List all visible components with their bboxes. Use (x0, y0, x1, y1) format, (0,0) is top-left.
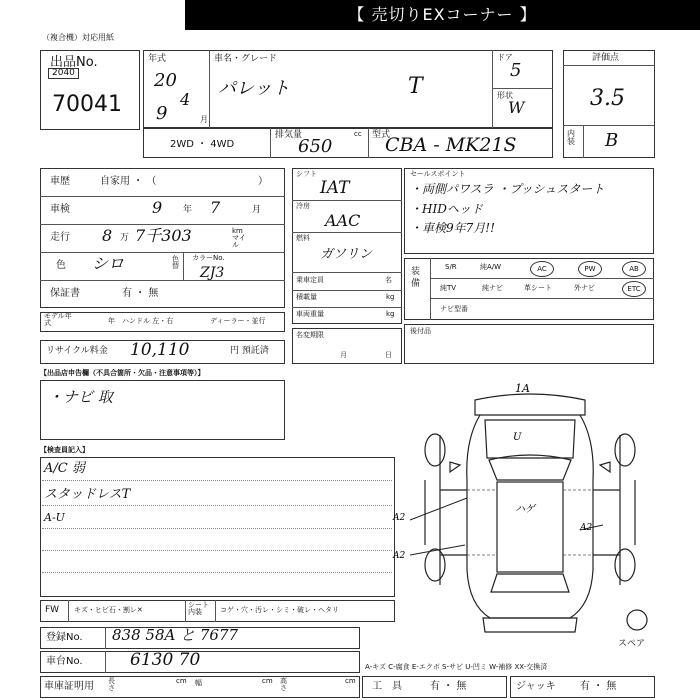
inspection-label: 車検 (50, 204, 70, 215)
cert-cm-3: cm (345, 677, 356, 685)
name-change-label: 名変期限 (296, 331, 324, 339)
history-close: ） (258, 176, 268, 187)
car-name-label: 車名・グレード (214, 54, 278, 64)
year-month: 4 (180, 90, 191, 109)
cert-length: 長さ (108, 677, 115, 692)
banner-title: 【 売切りEXコーナー 】 (185, 0, 700, 30)
body-type-value: W (508, 98, 525, 117)
name-change-month: 月 (340, 351, 347, 359)
car-grade-value: T (408, 74, 423, 99)
model-year-handle: ハンドル 左・右 (122, 317, 174, 325)
model-year-unit: 年 (108, 317, 115, 325)
model-year-dealer: ディーラー・並行 (210, 317, 266, 325)
ac-value: AAC (325, 211, 361, 230)
inspection-month: 7 (210, 198, 221, 217)
drive-label: 2WD ・ 4WD (170, 139, 235, 150)
year-value: 20 (154, 70, 177, 91)
seller-notes-text: ・ナビ 取 (48, 388, 113, 406)
load-unit: kg (386, 293, 395, 301)
color-change-label: 色替 (172, 255, 179, 270)
aftermarket-box (404, 324, 654, 364)
recycle-label: リサイクル料金 (46, 346, 108, 356)
navi-model-label: ナビ型番 (440, 305, 468, 313)
displacement-value: 650 (298, 136, 333, 157)
cert-width: 幅 (195, 679, 202, 687)
equip-pw: PW (578, 261, 602, 277)
chassis-label: 車台No. (46, 656, 83, 667)
model-value: CBA - MK21S (385, 134, 517, 156)
seat-text: コゲ・穴・汚レ・シミ・破レ・ヘタリ (220, 606, 339, 614)
equip-ac: AC (530, 261, 554, 277)
lot-number: 70041 (52, 92, 122, 117)
doors-value: 5 (510, 60, 522, 81)
equip-navi: 純ナビ (482, 284, 503, 292)
year-month-unit: 月 (200, 115, 208, 124)
fw-label: FW (45, 605, 60, 615)
inspection-year-unit: 年 (183, 205, 193, 215)
color-code-label: カラーNo. (192, 254, 225, 262)
capacity-unit: 名 (385, 276, 392, 284)
jack-value: 有 ・ 無 (580, 681, 617, 692)
year-extra: 9 (156, 103, 168, 124)
equip-sr: S/R (445, 263, 457, 271)
weight-label: 車両重量 (296, 310, 324, 318)
fuel-value: ガソリン (320, 247, 373, 262)
registration-value: 838 58A と 7677 (112, 626, 239, 644)
fuel-label: 燃料 (296, 234, 310, 242)
diagram-mark-1a: 1A (515, 382, 530, 395)
spare-label: スペア (618, 639, 646, 649)
cert-cm-2: cm (262, 677, 273, 685)
inspection-year: 9 (152, 198, 163, 217)
mileage-label: 走行 (50, 232, 70, 243)
shift-value: IAT (320, 178, 350, 198)
seat-label: シート内装 (188, 601, 209, 616)
score-value: 3.5 (590, 86, 625, 111)
model-label: 型式 (372, 130, 391, 140)
score-label: 評価点 (592, 53, 620, 63)
inspector-box (40, 457, 395, 597)
equip-ext-navi: 外ナビ (574, 284, 595, 292)
jack-label: ジャッキ (516, 681, 556, 692)
sales-points-label: セールスポイント (410, 170, 466, 178)
aftermarket-label: 後付品 (410, 327, 431, 335)
inspector-line-2: スタッドレスT (44, 487, 131, 502)
recycle-unit: 円 預託済 (230, 346, 269, 356)
car-name-value: パレット (218, 78, 290, 99)
tools-value: 有 ・ 無 (430, 681, 467, 692)
year-label: 年式 (148, 54, 167, 64)
mileage-man: 8 (102, 226, 113, 245)
warranty-text: 有 ・ 無 (122, 288, 159, 299)
tools-label: 工 具 (372, 681, 402, 692)
car-damage-diagram (393, 370, 655, 640)
fw-text: キズ・ヒビ石・割レ✕ (74, 606, 143, 614)
inspector-label: 【検査員記入】 (40, 446, 89, 454)
chassis-value: 6130 70 (130, 650, 201, 670)
seller-notes-label: 【出品店申告欄（不具合箇所・欠品・注意事項等）】 (40, 369, 205, 377)
diagram-mark-a2-right: A2 (580, 523, 593, 533)
sales-point-line-2: ・HIDヘッド (410, 202, 483, 216)
equip-aw: 純A/W (480, 263, 502, 271)
interior-label: 内装 (567, 129, 575, 146)
lot-year-box: 2040 (48, 68, 79, 79)
equipment-label: 装備 (411, 267, 421, 289)
diagram-mark-a2-bottom: A2 (393, 551, 406, 561)
history-text: 自家用 ・ （ (100, 176, 157, 187)
diagram-mark-hage: ハゲ (515, 504, 535, 515)
warranty-label: 保証書 (50, 288, 80, 299)
registration-label: 登録No. (46, 632, 83, 643)
doors-label: ドア (497, 53, 513, 62)
interior-value: B (605, 130, 619, 151)
recycle-value: 10,110 (130, 340, 190, 360)
color-code: ZJ3 (200, 265, 225, 281)
load-label: 積載量 (296, 293, 317, 301)
mileage-man-unit: 万 (120, 233, 130, 243)
cert-cm-1: cm (176, 677, 187, 685)
cert-height: 高さ (280, 677, 287, 692)
ac-label: 冷房 (296, 202, 310, 210)
model-year-label: モデル年式 (44, 312, 72, 327)
inspector-line-1: A/C 弱 (44, 461, 85, 476)
capacity-label: 乗車定員 (296, 276, 324, 284)
body-type-label: 形状 (497, 91, 513, 100)
equip-etc: ETC (622, 281, 646, 297)
weight-unit: kg (386, 310, 395, 318)
equip-leather: 革シート (524, 284, 552, 292)
mileage-rest: 7千303 (135, 226, 192, 245)
diagram-mark-a2-left: A2 (393, 513, 406, 523)
damage-legend: A-キズ C-腐食 E-エクボ S-サビ U-凹ミ W-補修 XX-交換済 (365, 663, 548, 671)
color-label: 色 (56, 260, 66, 271)
sales-point-line-1: ・両側パワスラ ・プッシュスタート (410, 182, 605, 196)
history-label: 車歴 (50, 176, 70, 187)
name-change-day: 日 (385, 351, 392, 359)
shift-label: シフト (296, 170, 317, 178)
lot-label: 出品No. (50, 55, 98, 70)
inspector-line-3: A-U (44, 511, 65, 524)
color-value: シロ (92, 254, 125, 273)
inspection-month-unit: 月 (252, 205, 262, 215)
displacement-label: 排気量 (275, 130, 303, 140)
displacement-unit: cc (354, 130, 362, 138)
header-note: （複合機）対応用紙 (42, 33, 114, 42)
equip-tv: 純TV (440, 284, 457, 292)
equip-ab: AB (622, 261, 646, 277)
cert-label: 車庫証明用 (44, 681, 94, 692)
diagram-mark-u: U (513, 432, 522, 443)
mileage-unit: km マイル (232, 227, 246, 249)
sales-point-line-3: ・車検9年7月!! (410, 221, 495, 235)
